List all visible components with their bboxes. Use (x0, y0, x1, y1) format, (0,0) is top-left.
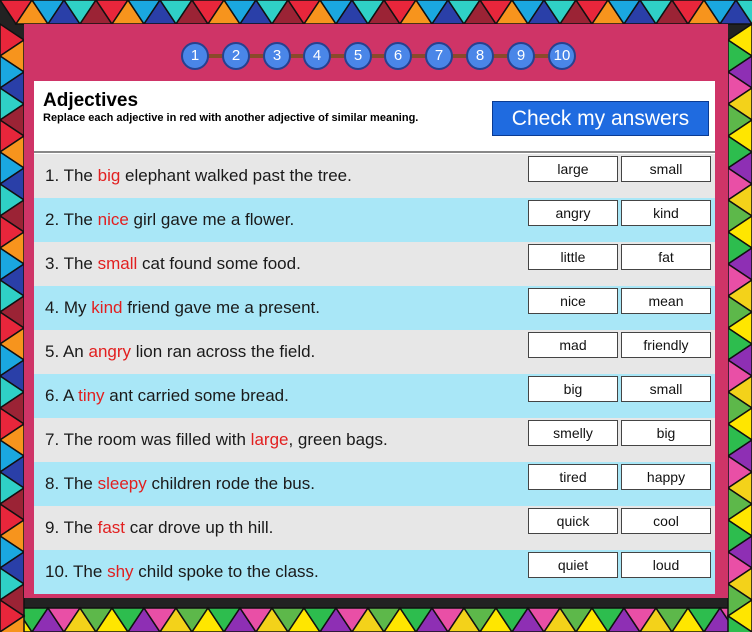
question-sentence (45, 298, 320, 318)
sentence-start: 1. The (45, 166, 98, 185)
answer-option-a[interactable]: little (528, 244, 618, 270)
sentence-start: 3. The (45, 254, 98, 273)
answer-option-b[interactable]: fat (621, 244, 711, 270)
sentence-start: 4. My (45, 298, 92, 317)
answer-option-a[interactable]: mad (528, 332, 618, 358)
answer-option-b[interactable]: small (621, 376, 711, 402)
sentence-end: children rode the bus. (146, 474, 315, 493)
sentence-start: 9. The (45, 518, 98, 537)
step-7-button[interactable]: 7 (425, 42, 453, 70)
sentence-end: car drove up th hill. (125, 518, 274, 537)
answer-option-a[interactable]: nice (528, 288, 618, 314)
question-row (34, 462, 715, 506)
question-row (34, 374, 715, 418)
question-row (34, 418, 715, 462)
answer-option-a[interactable]: big (528, 376, 618, 402)
answer-option-b[interactable]: big (621, 420, 711, 446)
target-adjective: big (97, 166, 121, 185)
step-2-button[interactable]: 2 (222, 42, 250, 70)
sentence-start: 2. The (45, 210, 98, 229)
answer-option-b[interactable]: loud (621, 552, 711, 578)
step-9-button[interactable]: 9 (507, 42, 535, 70)
answer-option-a[interactable]: smelly (528, 420, 618, 446)
question-row (34, 506, 715, 550)
sentence-end: cat found some food. (137, 254, 301, 273)
target-adjective: fast (97, 518, 126, 537)
step-3-button[interactable]: 3 (263, 42, 291, 70)
target-adjective: kind (91, 298, 123, 317)
sentence-end: child spoke to the class. (133, 562, 319, 581)
answer-option-a[interactable]: quiet (528, 552, 618, 578)
sentence-end: , green bags. (288, 430, 388, 449)
target-adjective: nice (97, 210, 129, 229)
answer-option-b[interactable]: mean (621, 288, 711, 314)
target-adjective: shy (107, 562, 134, 581)
question-sentence (45, 562, 319, 582)
answer-option-b[interactable]: kind (621, 200, 711, 226)
exercise-card (34, 81, 715, 592)
question-sentence (45, 210, 294, 230)
question-sentence (45, 474, 315, 494)
target-adjective: angry (88, 342, 132, 361)
answer-option-b[interactable]: small (621, 156, 711, 182)
answer-option-a[interactable]: tired (528, 464, 618, 490)
question-row (34, 154, 715, 198)
question-sentence (45, 386, 289, 406)
target-adjective: tiny (78, 386, 105, 405)
exercise-header (34, 81, 715, 153)
step-10-button[interactable]: 10 (548, 42, 576, 70)
sentence-start: 8. The (45, 474, 98, 493)
check-answers-button[interactable]: Check my answers (492, 101, 709, 136)
answer-option-b[interactable]: cool (621, 508, 711, 534)
question-row (34, 242, 715, 286)
step-8-button[interactable]: 8 (466, 42, 494, 70)
sentence-end: friend gave me a present. (122, 298, 320, 317)
target-adjective: large (250, 430, 289, 449)
sentence-start: 6. A (45, 386, 79, 405)
question-sentence (45, 254, 301, 274)
sentence-end: elephant walked past the tree. (120, 166, 352, 185)
answer-option-b[interactable]: happy (621, 464, 711, 490)
activity-panel (24, 24, 728, 598)
sentence-start: 5. An (45, 342, 89, 361)
answer-option-b[interactable]: friendly (621, 332, 711, 358)
question-row (34, 286, 715, 330)
target-adjective: sleepy (97, 474, 147, 493)
answer-option-a[interactable]: angry (528, 200, 618, 226)
target-adjective: small (97, 254, 138, 273)
step-5-button[interactable]: 5 (344, 42, 372, 70)
sentence-start: 7. The room was filled with (45, 430, 251, 449)
sentence-end: girl gave me a flower. (128, 210, 295, 229)
sentence-start: 10. The (45, 562, 108, 581)
question-sentence (45, 342, 315, 362)
answer-option-a[interactable]: large (528, 156, 618, 182)
question-sentence (45, 430, 388, 450)
sentence-end: ant carried some bread. (104, 386, 289, 405)
page-title: Adjectives (43, 90, 139, 111)
question-row (34, 198, 715, 242)
answer-option-a[interactable]: quick (528, 508, 618, 534)
step-1-button[interactable]: 1 (181, 42, 209, 70)
step-4-button[interactable]: 4 (303, 42, 331, 70)
step-6-button[interactable]: 6 (384, 42, 412, 70)
question-row (34, 550, 715, 594)
question-sentence (45, 166, 352, 186)
question-row (34, 330, 715, 374)
question-sentence (45, 518, 273, 538)
instructions: Replace each adjective in red with another adjective of similar meaning. (43, 112, 419, 124)
sentence-end: lion ran across the field. (131, 342, 316, 361)
question-stepper (24, 38, 728, 72)
